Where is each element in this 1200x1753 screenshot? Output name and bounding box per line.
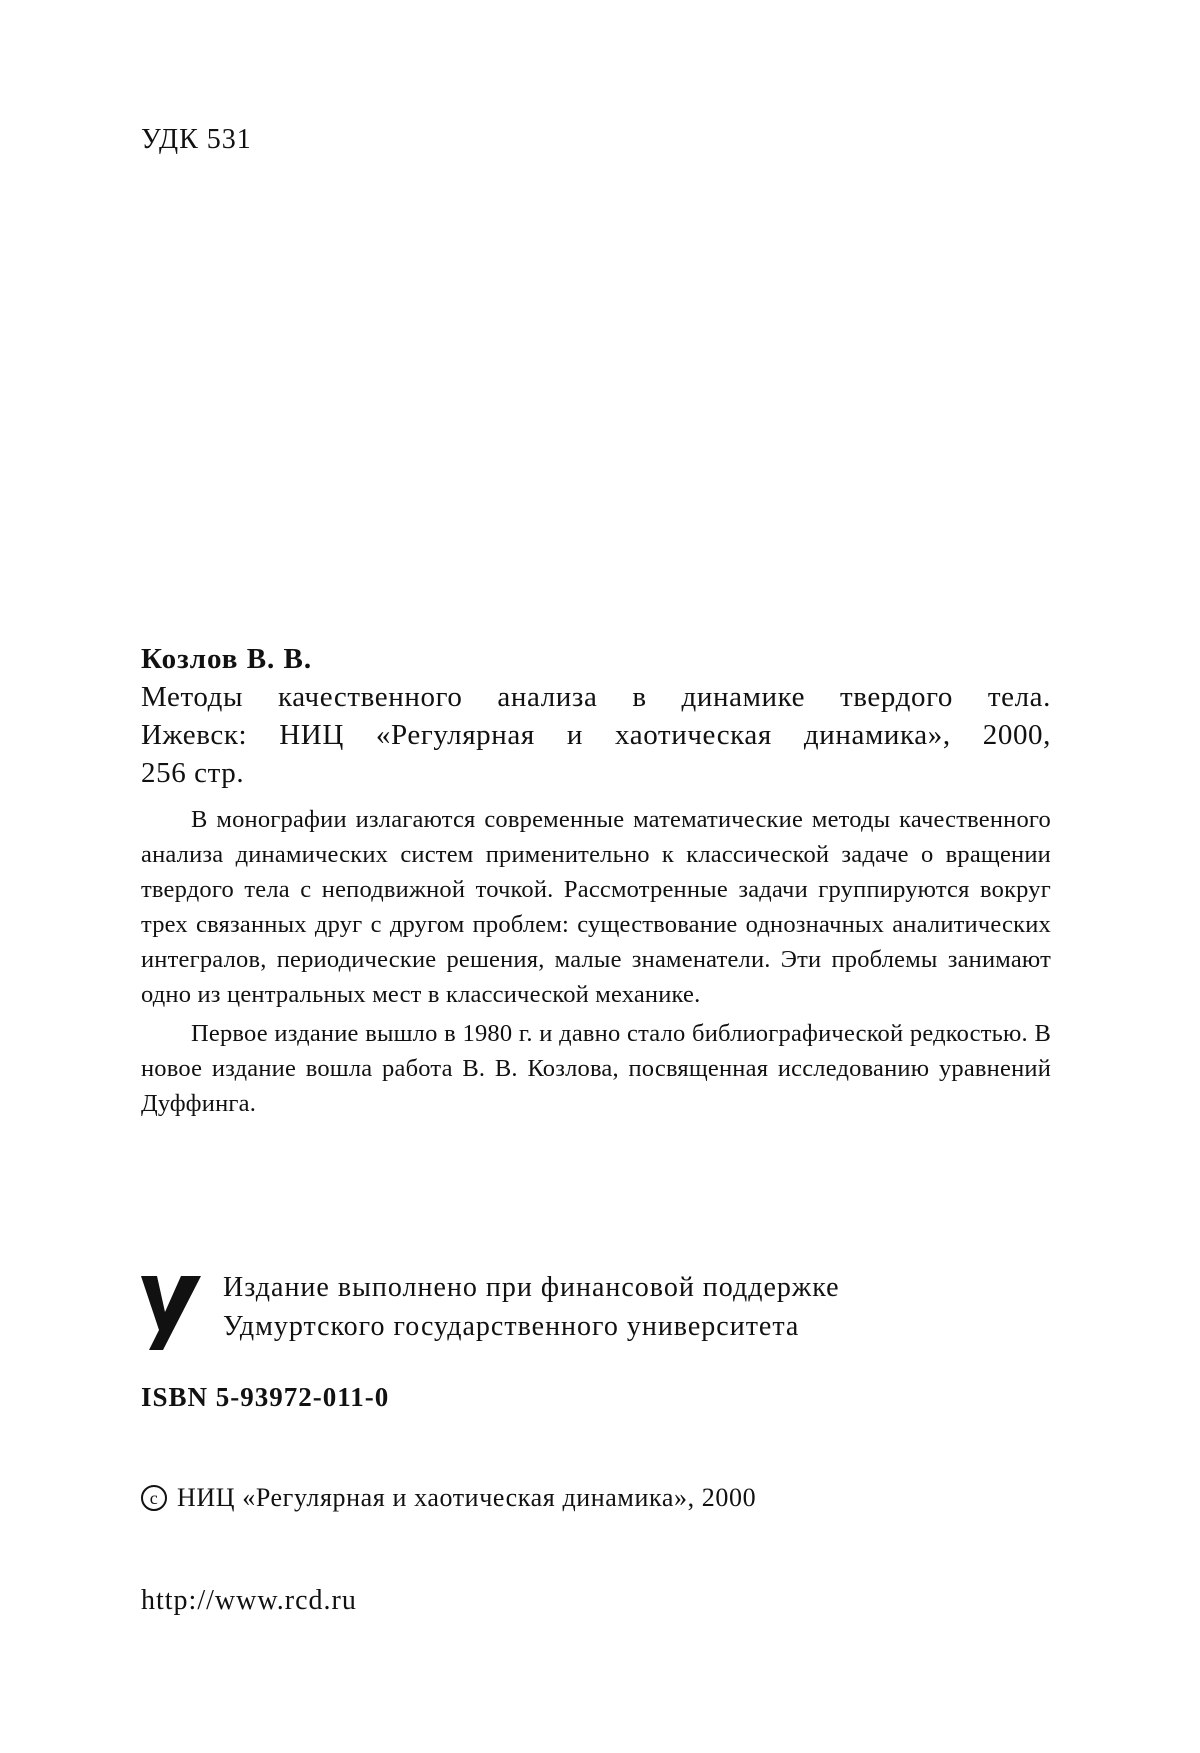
isbn: ISBN 5-93972-011-0: [141, 1382, 390, 1412]
copyright-icon: c: [141, 1485, 167, 1511]
funding-line: Удмуртского государственного университета: [223, 1311, 800, 1342]
author-name: Козлов В. В.: [141, 643, 313, 675]
copyright-text: НИЦ «Регулярная и хаотическая динамика», 2000: [177, 1483, 757, 1512]
funding-line: Издание выполнено при финансовой поддержке: [223, 1272, 840, 1303]
title-line: Методы качественного анализа в динамике твердого тела.: [141, 681, 1051, 713]
title-line: Ижевск: НИЦ «Регулярная и хаотическая динамика», 2000,: [141, 719, 1051, 751]
funding-note: [141, 1268, 1041, 1358]
udmurt-university-logo-icon: [141, 1272, 201, 1350]
abstract-paragraph: В монографии излагаются современные математические методы качественного анализа динамических систем применительно к классической задаче о вращении твердого тела с неподвижной точкой. Рассмотренные задачи группируются вокруг трех связанных друг с другом проблем: существование однозначных аналитических интегралов, периодические решения, малые знаменатели. Эти проблемы занимают одно из центральных мест в классической механике.: [141, 806, 1051, 1008]
publisher-url[interactable]: http://www.rcd.ru: [141, 1585, 357, 1616]
funding-text: [223, 1268, 840, 1346]
copyright-line: [141, 1483, 756, 1513]
bibliographic-record: [141, 640, 1051, 1121]
udk-code: УДК 531: [141, 124, 252, 155]
title-line: 256 стр.: [141, 757, 245, 789]
abstract-paragraph: Первое издание вышло в 1980 г. и давно стало библиографической редкостью. В новое издание вошла работа В. В. Козлова, посвященная исследованию уравнений Дуффинга.: [141, 1020, 1051, 1117]
